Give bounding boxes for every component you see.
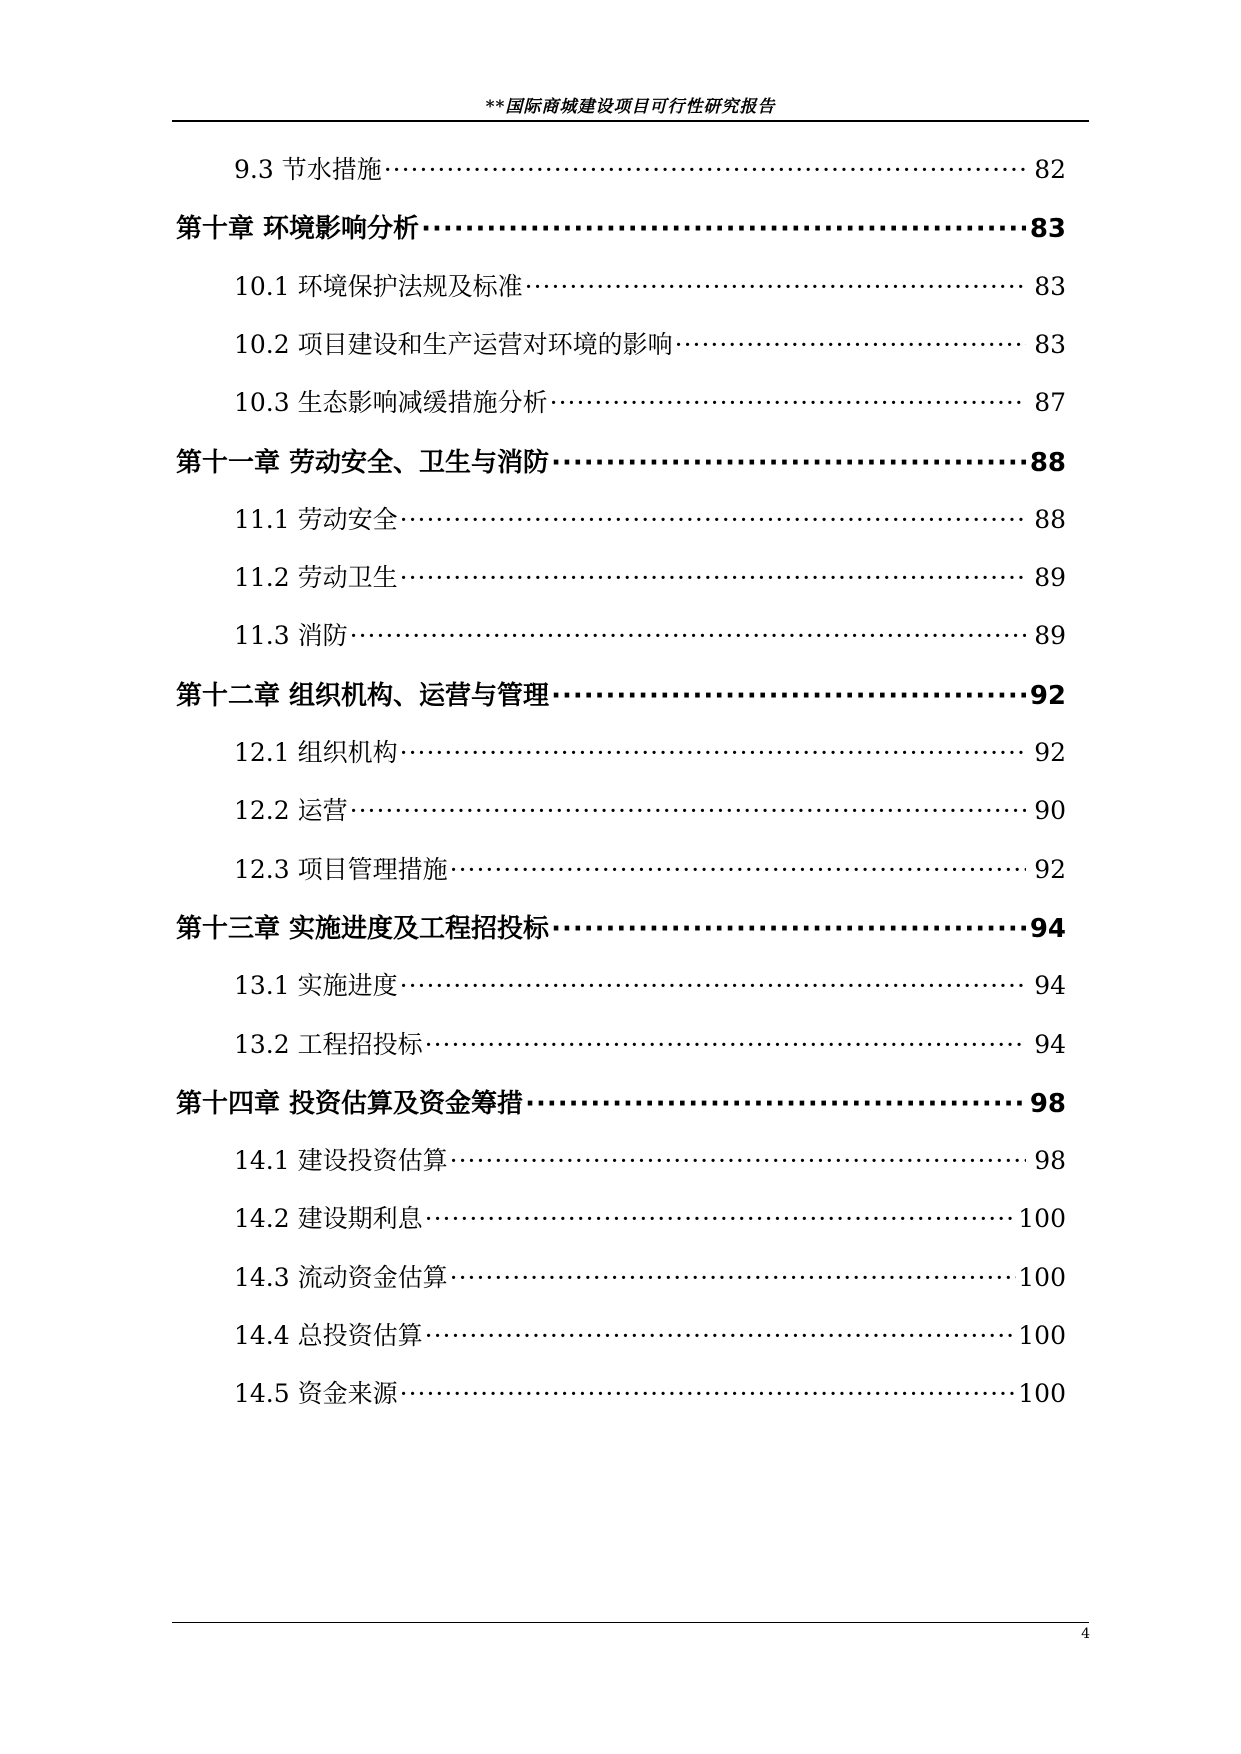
toc-dot-leader bbox=[675, 330, 1026, 359]
toc-entry-title: 12.3 项目管理措施 bbox=[234, 854, 448, 884]
toc-dot-leader bbox=[425, 1204, 1017, 1233]
toc-dot-leader bbox=[425, 1321, 1017, 1350]
toc-chapter-entry bbox=[176, 442, 1066, 482]
toc-dot-leader bbox=[525, 272, 1026, 301]
toc-entry-title: 14.1 建设投资估算 bbox=[234, 1146, 448, 1176]
toc-section-entry bbox=[234, 383, 1066, 423]
toc-entry-page: 100 bbox=[1018, 1379, 1066, 1409]
toc-dot-leader bbox=[551, 681, 1026, 711]
toc-section-entry bbox=[234, 1025, 1066, 1065]
toc-entry-page: 83 bbox=[1034, 329, 1066, 359]
toc-entry-title: 10.2 项目建设和生产运营对环境的影响 bbox=[234, 329, 673, 359]
toc-dot-leader bbox=[551, 448, 1026, 478]
toc-entry-page: 98 bbox=[1034, 1146, 1066, 1176]
toc-section-entry bbox=[234, 850, 1066, 890]
toc-entry-page: 98 bbox=[1029, 1088, 1066, 1119]
toc-dot-leader bbox=[400, 505, 1026, 534]
toc-section-entry bbox=[234, 791, 1066, 831]
toc-entry-title: 第十四章 投资估算及资金筹措 bbox=[176, 1088, 524, 1119]
toc-dot-leader bbox=[425, 1030, 1026, 1059]
toc-entry-title: 11.1 劳动安全 bbox=[234, 504, 398, 534]
toc-dot-leader bbox=[350, 621, 1026, 650]
toc-chapter-entry bbox=[176, 675, 1066, 715]
toc-dot-leader bbox=[400, 1379, 1017, 1408]
toc-entry-page: 94 bbox=[1034, 1029, 1066, 1059]
toc-entry-title: 14.5 资金来源 bbox=[234, 1379, 398, 1409]
toc-section-entry bbox=[234, 733, 1066, 773]
toc-chapter-entry bbox=[176, 908, 1066, 948]
toc-dot-leader bbox=[450, 1263, 1017, 1292]
toc-entry-page: 83 bbox=[1029, 214, 1066, 245]
toc-dot-leader bbox=[384, 155, 1026, 184]
toc-chapter-entry bbox=[176, 208, 1066, 248]
toc-dot-leader bbox=[525, 1089, 1026, 1119]
toc-dot-leader bbox=[550, 388, 1026, 417]
toc-entry-page: 89 bbox=[1034, 563, 1066, 593]
toc-entry-title: 10.3 生态影响减缓措施分析 bbox=[234, 388, 548, 418]
toc-section-entry bbox=[234, 150, 1066, 190]
toc-entry-page: 82 bbox=[1034, 155, 1066, 184]
toc-section-entry bbox=[234, 325, 1066, 365]
toc-section-entry bbox=[234, 1374, 1066, 1414]
toc-section-entry bbox=[234, 500, 1066, 540]
running-header: **国际商城建设项目可行性研究报告 bbox=[485, 97, 776, 117]
toc-section-entry bbox=[234, 558, 1066, 598]
toc-dot-leader bbox=[400, 738, 1026, 767]
toc-entry-title: 14.3 流动资金估算 bbox=[234, 1262, 448, 1292]
page-number: 4 bbox=[1081, 1626, 1090, 1642]
toc-entry-title: 13.1 实施进度 bbox=[234, 971, 398, 1001]
toc-entry-title: 11.2 劳动卫生 bbox=[234, 563, 398, 593]
toc-entry-title: 第十三章 实施进度及工程招投标 bbox=[176, 913, 550, 944]
footer-rule bbox=[172, 1622, 1089, 1623]
toc-entry-title: 14.2 建设期利息 bbox=[234, 1204, 423, 1234]
toc-section-entry bbox=[234, 1141, 1066, 1181]
toc-dot-leader bbox=[450, 1146, 1026, 1175]
toc-entry-title: 第十二章 组织机构、运营与管理 bbox=[176, 680, 550, 711]
toc-dot-leader bbox=[551, 914, 1026, 944]
toc-chapter-entry bbox=[176, 1083, 1066, 1123]
toc-section-entry bbox=[234, 1258, 1066, 1298]
toc-entry-title: 9.3 节水措施 bbox=[234, 155, 382, 184]
toc-section-entry bbox=[234, 1316, 1066, 1356]
toc-entry-page: 92 bbox=[1029, 680, 1066, 711]
toc-dot-leader bbox=[350, 796, 1026, 825]
toc-dot-leader bbox=[400, 563, 1026, 592]
toc-entry-title: 14.4 总投资估算 bbox=[234, 1321, 423, 1350]
toc-entry-page: 89 bbox=[1034, 621, 1066, 651]
toc-dot-leader bbox=[450, 855, 1026, 884]
toc-section-entry bbox=[234, 267, 1066, 307]
toc-entry-title: 11.3 消防 bbox=[234, 621, 348, 651]
toc-entry-page: 100 bbox=[1018, 1321, 1066, 1350]
toc-entry-page: 100 bbox=[1018, 1262, 1066, 1292]
toc-dot-leader bbox=[400, 971, 1026, 1000]
toc-entry-page: 94 bbox=[1034, 971, 1066, 1001]
toc-entry-title: 12.1 组织机构 bbox=[234, 738, 398, 767]
toc-entry-title: 12.2 运营 bbox=[234, 796, 348, 826]
toc-entry-page: 94 bbox=[1029, 913, 1066, 944]
toc-entry-page: 90 bbox=[1034, 796, 1066, 826]
toc-entry-page: 87 bbox=[1034, 388, 1066, 418]
toc-entry-page: 88 bbox=[1034, 504, 1066, 534]
toc-entry-title: 第十章 环境影响分析 bbox=[176, 214, 420, 245]
toc-section-entry bbox=[234, 1199, 1066, 1239]
toc-section-entry bbox=[234, 966, 1066, 1006]
header-rule bbox=[172, 120, 1089, 122]
toc-dot-leader bbox=[421, 214, 1026, 244]
toc-entry-title: 第十一章 劳动安全、卫生与消防 bbox=[176, 447, 550, 478]
toc-entry-page: 88 bbox=[1029, 447, 1066, 478]
toc-entry-page: 92 bbox=[1034, 738, 1066, 767]
toc-entry-page: 92 bbox=[1034, 854, 1066, 884]
toc-entry-page: 100 bbox=[1018, 1204, 1066, 1234]
toc-entry-title: 10.1 环境保护法规及标准 bbox=[234, 271, 523, 301]
toc-section-entry bbox=[234, 616, 1066, 656]
toc-entry-title: 13.2 工程招投标 bbox=[234, 1029, 423, 1059]
toc-entry-page: 83 bbox=[1034, 271, 1066, 301]
